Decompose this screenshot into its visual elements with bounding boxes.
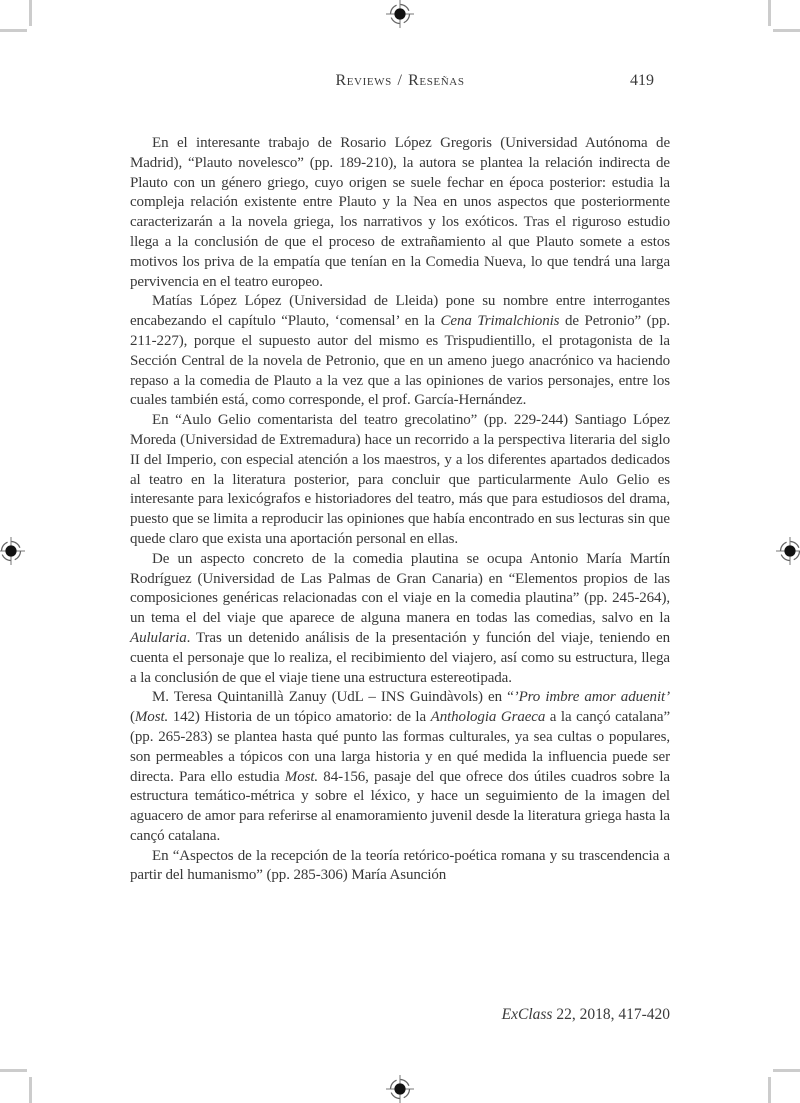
- crop-mark-icon: [0, 1069, 27, 1072]
- registration-target-icon: [386, 0, 414, 28]
- registration-target-icon: [0, 537, 25, 565]
- crop-mark-icon: [773, 1069, 800, 1072]
- paragraph: En el interesante trabajo de Rosario López Gregoris (Universidad Autónoma de Madrid), “Plauto novelesco” (pp. 189-210), la autora se plantea la relación indirecta de Plauto con un género griego, cuyo origen se suele fechar en época posterior: estudia la compleja relación existente entre Plauto y la Nea en unos aspectos que posteriormente caracterizarán a la novela griega, los narrativos y los exóticos. Tras el riguroso estudio llega a la conclusión de que el proceso de extrañamiento al que Plauto somete a estos motivos los priva de la empatía que tenían en la Comedia Nueva, lo que tendrá una larga pervivencia en el teatro europeo.: [130, 135, 670, 290]
- crop-mark-icon: [29, 1077, 32, 1103]
- paragraph: De un aspecto concreto de la comedia plautina se ocupa Antonio María Martín Rodríguez (Universidad de Las Palmas de Gran Canaria) en “Elementos propios de las composiciones genéricas relacionadas con el viaje en la comedia plautina” (pp. 245-264), un tema el del viaje que aparece de alguna manera en todas las comedias, salvo en la Aulularia. Tras un detenido análisis de la presentación y función del viaje, teniendo en cuenta el personaje que lo realiza, el recibimiento del viajero, así como su estructura, llega a la conclusión de que el viaje tiene una estructura estereotipada.: [130, 550, 670, 686]
- journal-name: ExClass: [501, 1006, 553, 1023]
- citation-detail: 22, 2018, 417-420: [552, 1006, 670, 1023]
- crop-mark-icon: [0, 29, 27, 32]
- crop-mark-icon: [768, 1077, 771, 1103]
- paragraph: M. Teresa Quintanillà Zanuy (UdL – INS Guindàvols) en “’Pro imbre amor aduenit’ (Most. 142) Historia de un tópico amatorio: de la Anthologia Graeca a la cançó catalana” (pp. 265-283) se plantea hasta qué punto las formas culturales, ya sea cultas o populares, son permeables a tópicos con una larga historia y en qué medida la influencia puede ser directa. Para ello estudia Most. 84-156, pasaje del que ofrece dos útiles cuadros sobre la estructura temático-métrica y sobre el léxico, y hace un seguimiento de la imagen del aguacero de amor para referirse al enamoramiento juvenil desde la literatura griega hasta la cançó catalana.: [130, 689, 670, 844]
- registration-target-icon: [776, 537, 800, 565]
- crop-mark-icon: [29, 0, 32, 26]
- section-title: Reviews / Reseñas: [335, 72, 465, 89]
- crop-mark-icon: [773, 29, 800, 32]
- paragraph: Matías López López (Universidad de Lleida) pone su nombre entre interrogantes encabezando el capítulo “Plauto, ‘comensal’ en la Cena Trimalchionis de Petronio” (pp. 211-227), porque el supuesto autor del mismo es Trispudientillo, el protagonista de la Sección Central de la novela de Petronio, que en un ameno juego anacrónico va haciendo repaso a la comedia de Plauto a la vez que a las opiniones de varios personajes, entre los cuales también está, como corresponde, el prof. García-Hernández.: [130, 293, 670, 409]
- registration-target-icon: [386, 1075, 414, 1103]
- paragraph: En “Aulo Gelio comentarista del teatro grecolatino” (pp. 229-244) Santiago López Moreda (Universidad de Extremadura) hace un recorrido a la perspectiva literaria del siglo II del Imperio, con especial atención a los maestros, y a los diferentes apartados dedicados al teatro en la literatura posterior, para concluir que particularmente Aulo Gelio es interesante para lexicógrafos e historiadores del teatro, más que para estudiosos del drama, puesto que se limita a reproducir las opiniones que había encontrado en sus lecturas sin que quede claro que exista una aportación personal en ellas.: [130, 412, 670, 547]
- running-head: [130, 72, 670, 94]
- crop-mark-icon: [768, 0, 771, 26]
- page-number: 419: [630, 72, 654, 89]
- paragraph: En “Aspectos de la recepción de la teoría retórico-poética romana y su trascendencia a partir del humanismo” (pp. 285-306) María Asunción: [130, 847, 670, 884]
- footer-citation: [130, 1006, 670, 1024]
- body-text: [130, 134, 670, 886]
